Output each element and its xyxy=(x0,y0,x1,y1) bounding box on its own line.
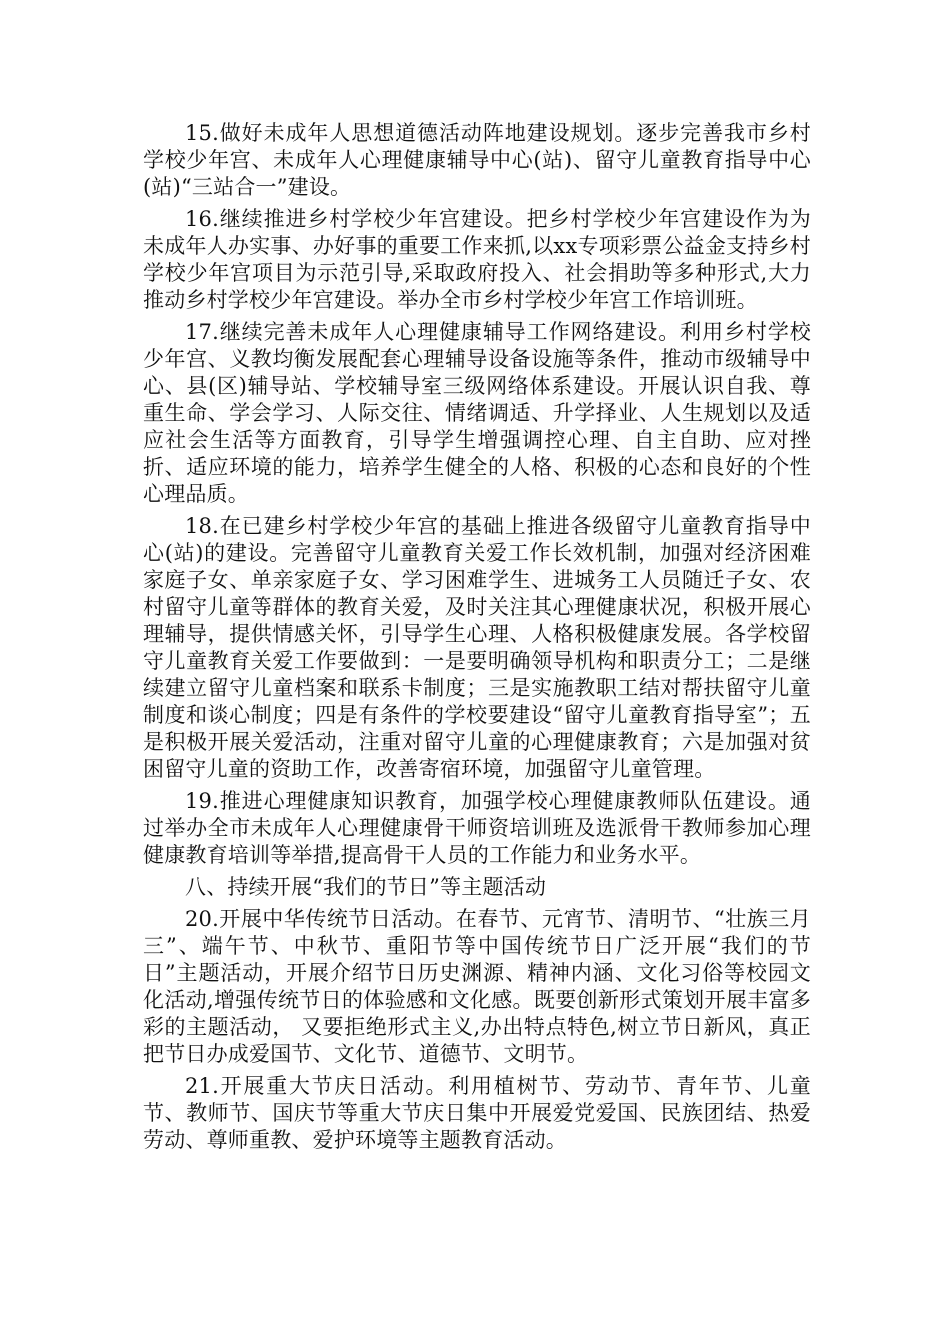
paragraph-15: 15.做好未成年人思想道德活动阵地建设规划。逐步完善我市乡村学校少年宫、未成年人心理健康辅导中心(站)、留守儿童教育指导中心(站)“三站合一”建设。 xyxy=(143,121,811,199)
paragraph-17: 17.继续完善未成年人心理健康辅导工作网络建设。利用乡村学校少年宫、义教均衡发展配套心理辅导设备设施等条件，推动市级辅导中心、县(区)辅导站、学校辅导室三级网络体系建设。开展认识自我、尊重生命、学会学习、人际交往、情绪调适、升学择业、人生规划以及适应社会生活等方面教育，引导学生增强调控心理、自主自助、应对挫折、适应环境的能力，培养学生健全的人格、积极的心态和良好的个性心理品质。 xyxy=(143,320,811,506)
paragraph-21: 21.开展重大节庆日活动。利用植树节、劳动节、青年节、儿童节、教师节、国庆节等重大节庆日集中开展爱党爱国、民族团结、热爱劳动、尊师重教、爱护环境等主题教育活动。 xyxy=(143,1074,811,1152)
paragraph-19: 19.推进心理健康知识教育，加强学校心理健康教师队伍建设。通过举办全市未成年人心理健康骨干师资培训班及选派骨干教师参加心理健康教育培训等举措,提高骨干人员的工作能力和业务水平。 xyxy=(143,789,811,867)
section-heading-8: 八、持续开展“我们的节日”等主题活动 xyxy=(185,875,547,899)
paragraph-20: 20.开展中华传统节日活动。在春节、元宵节、清明节、“壮族三月三”、端午节、中秋节、重阳节等中国传统节日广泛开展“我们的节日”主题活动，开展介绍节日历史渊源、精神内涵、文化习俗等校园文化活动,增强传统节日的体验感和文化感。既要创新形式策划开展丰富多彩的主题活动， 又要拒绝形式主义,办出特点特色,树立节日新风，真正把节日办成爱国节、文化节、道德节、文明节。 xyxy=(143,907,811,1066)
document-body xyxy=(143,120,811,1159)
paragraph-16: 16.继续推进乡村学校少年宫建设。把乡村学校少年宫建设作为为未成年人办实事、办好事的重要工作来抓,以xx专项彩票公益金支持乡村学校少年宫项目为示范引导,采取政府投入、社会捐助等多种形式,大力推动乡村学校少年宫建设。举办全市乡村学校少年宫工作培训班。 xyxy=(143,207,811,312)
paragraph-18: 18.在已建乡村学校少年宫的基础上推进各级留守儿童教育指导中心(站)的建设。完善留守儿童教育关爱工作长效机制，加强对经济困难家庭子女、单亲家庭子女、学习困难学生、进城务工人员随迁子女、农村留守儿童等群体的教育关爱，及时关注其心理健康状况，积极开展心理辅导，提供情感关怀，引导学生心理、人格积极健康发展。各学校留守儿童教育关爱工作要做到：一是要明确领导机构和职责分工；二是继续建立留守儿童档案和联系卡制度；三是实施教职工结对帮扶留守儿童制度和谈心制度；四是有条件的学校要建设“留守儿童教育指导室”；五是积极开展关爱活动，注重对留守儿童的心理健康教育；六是加强对贫困留守儿童的资助工作，改善寄宿环境，加强留守儿童管理。 xyxy=(143,514,811,781)
